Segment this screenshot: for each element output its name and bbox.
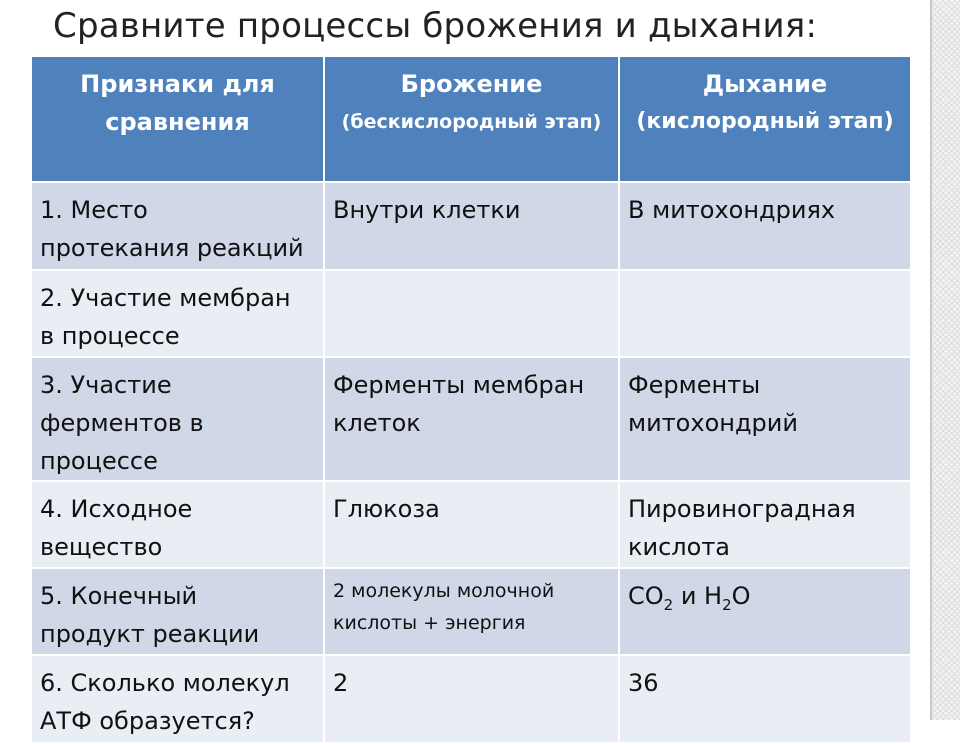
chemical-formula: $CO_2$ и $H_2O$ bbox=[628, 582, 751, 614]
table-row bbox=[31, 182, 911, 270]
cell-respiration bbox=[619, 568, 911, 655]
header-features: Признаки для сравнения bbox=[31, 56, 324, 182]
cell-fermentation: Внутри клетки bbox=[324, 182, 619, 270]
cell-feature: 1. Место протекания реакций bbox=[31, 182, 324, 270]
cell-feature: 4. Исходное вещество bbox=[31, 481, 324, 568]
cell-respiration: Ферменты митохондрий bbox=[619, 357, 911, 481]
header-respiration: Дыхание (кислородный этап) bbox=[619, 56, 911, 182]
table-row bbox=[31, 357, 911, 481]
header-fermentation: Брожение (бескислородный этап) bbox=[324, 56, 619, 182]
table-row bbox=[31, 568, 911, 655]
table-row bbox=[31, 655, 911, 743]
comparison-table bbox=[30, 55, 912, 744]
table-header-row bbox=[31, 56, 911, 182]
cell-feature: 3. Участие ферментов в процессе bbox=[31, 357, 324, 481]
cell-fermentation: 2 молекулы молочной кислоты + энергия bbox=[324, 568, 619, 655]
table-row bbox=[31, 270, 911, 357]
slide-decorative-border bbox=[932, 0, 960, 720]
page-title: Сравните процессы брожения и дыхания: bbox=[53, 6, 818, 46]
cell-respiration: 36 bbox=[619, 655, 911, 743]
cell-respiration: В митохондриях bbox=[619, 182, 911, 270]
slide-border-line bbox=[930, 0, 932, 720]
table-row bbox=[31, 481, 911, 568]
cell-fermentation: Ферменты мембран клеток bbox=[324, 357, 619, 481]
cell-feature: 6. Сколько молекул АТФ образуется? bbox=[31, 655, 324, 743]
cell-respiration bbox=[619, 270, 911, 357]
cell-fermentation bbox=[324, 270, 619, 357]
cell-respiration: Пировиноградная кислота bbox=[619, 481, 911, 568]
cell-feature: 2. Участие мембран в процессе bbox=[31, 270, 324, 357]
cell-fermentation: 2 bbox=[324, 655, 619, 743]
cell-fermentation: Глюкоза bbox=[324, 481, 619, 568]
cell-feature: 5. Конечный продукт реакции bbox=[31, 568, 324, 655]
